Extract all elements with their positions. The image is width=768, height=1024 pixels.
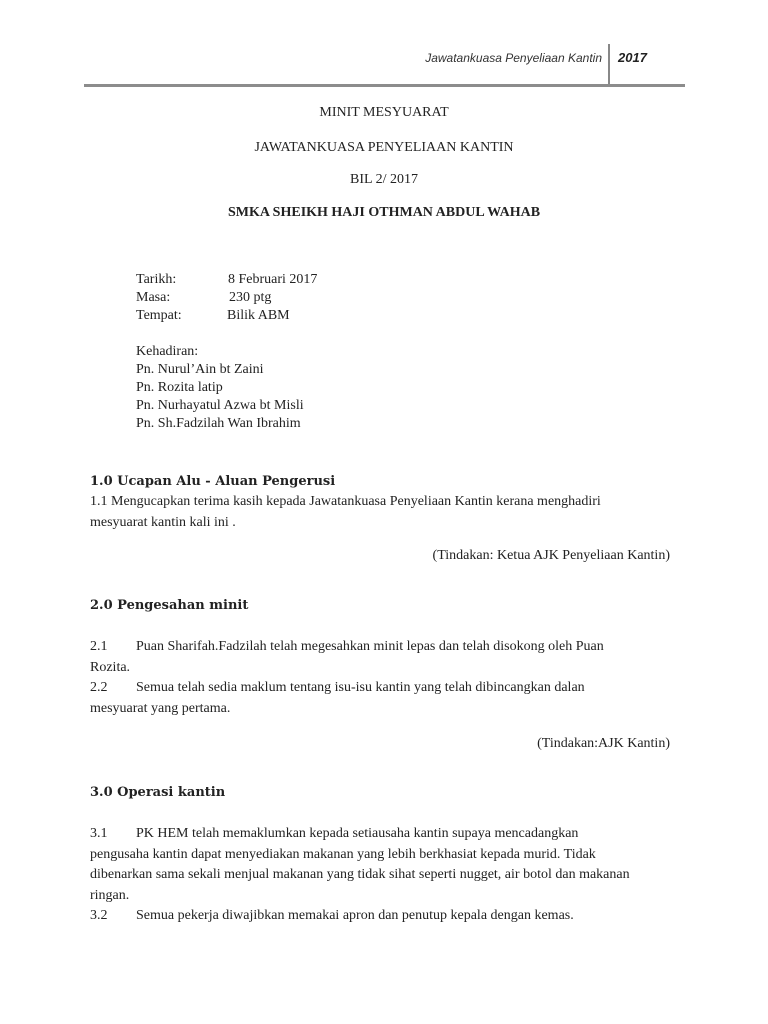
- attendance-label: Kehadiran:: [136, 344, 199, 359]
- action-note: (Tindakan: Ketua AJK Penyeliaan Kantin): [432, 548, 670, 563]
- item-line: pengusaha kantin dapat menyediakan makanan yang lebih berkhasiat kepada murid. Tidak: [90, 846, 596, 862]
- item-text: Semua telah sedia maklum tentang isu-isu kantin yang telah dibincangkan dalan: [136, 680, 585, 695]
- item-text: Mengucapkan terima kasih kepada Jawatankuasa Penyeliaan Kantin kerana menghadiri: [111, 494, 601, 509]
- item-text: Semua pekerja diwajibkan memakai apron dan penutup kepala dengan kemas.: [136, 908, 574, 923]
- attendee-name: Pn. Sh.Fadzilah Wan Ibrahim: [136, 416, 301, 431]
- title-number: BIL 2/ 2017: [350, 172, 418, 187]
- section-item: [90, 637, 680, 719]
- header-divider-horizontal: [84, 84, 685, 87]
- section-item: [90, 824, 680, 927]
- attendee-name: Pn. Rozita latip: [136, 380, 223, 395]
- attendee-name: Pn. Nurhayatul Azwa bt Misli: [136, 398, 304, 413]
- section-item: [90, 492, 680, 533]
- item-line: mesyuarat kantin kali ini .: [90, 514, 236, 530]
- item-line: [90, 492, 680, 513]
- place-value: Bilik ABM: [227, 308, 290, 323]
- section-heading: 2.0 Pengesahan minit: [90, 598, 249, 613]
- item-line: [90, 637, 680, 658]
- item-line: dibenarkan sama sekali menjual makanan yang tidak sihat seperti nugget, air botol dan makanan: [90, 867, 630, 882]
- item-text: PK HEM telah memaklumkan kepada setiausaha kantin supaya mencadangkan: [136, 826, 579, 841]
- item-line: [90, 906, 680, 927]
- item-line: mesyuarat yang pertama.: [90, 700, 231, 716]
- section-heading: 3.0 Operasi kantin: [90, 785, 226, 800]
- section-heading: 1.0 Ucapan Alu - Aluan Pengerusi: [90, 474, 336, 489]
- title-committee: JAWATANKUASA PENYELIAAN KANTIN: [254, 140, 514, 155]
- item-line: [90, 824, 680, 845]
- date-label: Tarikh:: [136, 272, 177, 287]
- date-value: 8 Februari 2017: [228, 272, 318, 287]
- header-divider-vertical: [608, 44, 610, 86]
- attendee-name: Pn. Nurul’Ain bt Zaini: [136, 362, 264, 377]
- time-value: 230 ptg: [229, 290, 272, 305]
- action-note: (Tindakan:AJK Kantin): [537, 736, 670, 751]
- time-label: Masa:: [136, 290, 171, 305]
- header-committee: Jawatankuasa Penyeliaan Kantin: [425, 51, 602, 65]
- item-line: ringan.: [90, 887, 130, 903]
- place-label: Tempat:: [136, 308, 182, 323]
- item-line: [90, 678, 680, 699]
- item-number: 3.2: [90, 908, 108, 923]
- item-number: 2.1: [90, 639, 108, 654]
- header-year: 2017: [618, 50, 647, 65]
- item-line: Rozita.: [90, 659, 131, 675]
- item-number: 2.2: [90, 680, 108, 695]
- title-minutes: MINIT MESYUARAT: [319, 105, 449, 120]
- item-number: 3.1: [90, 826, 108, 841]
- title-school: SMKA SHEIKH HAJI OTHMAN ABDUL WAHAB: [227, 205, 541, 220]
- item-text: Puan Sharifah.Fadzilah telah megesahkan minit lepas dan telah disokong oleh Puan: [136, 639, 604, 654]
- item-number: 1.1: [90, 494, 108, 509]
